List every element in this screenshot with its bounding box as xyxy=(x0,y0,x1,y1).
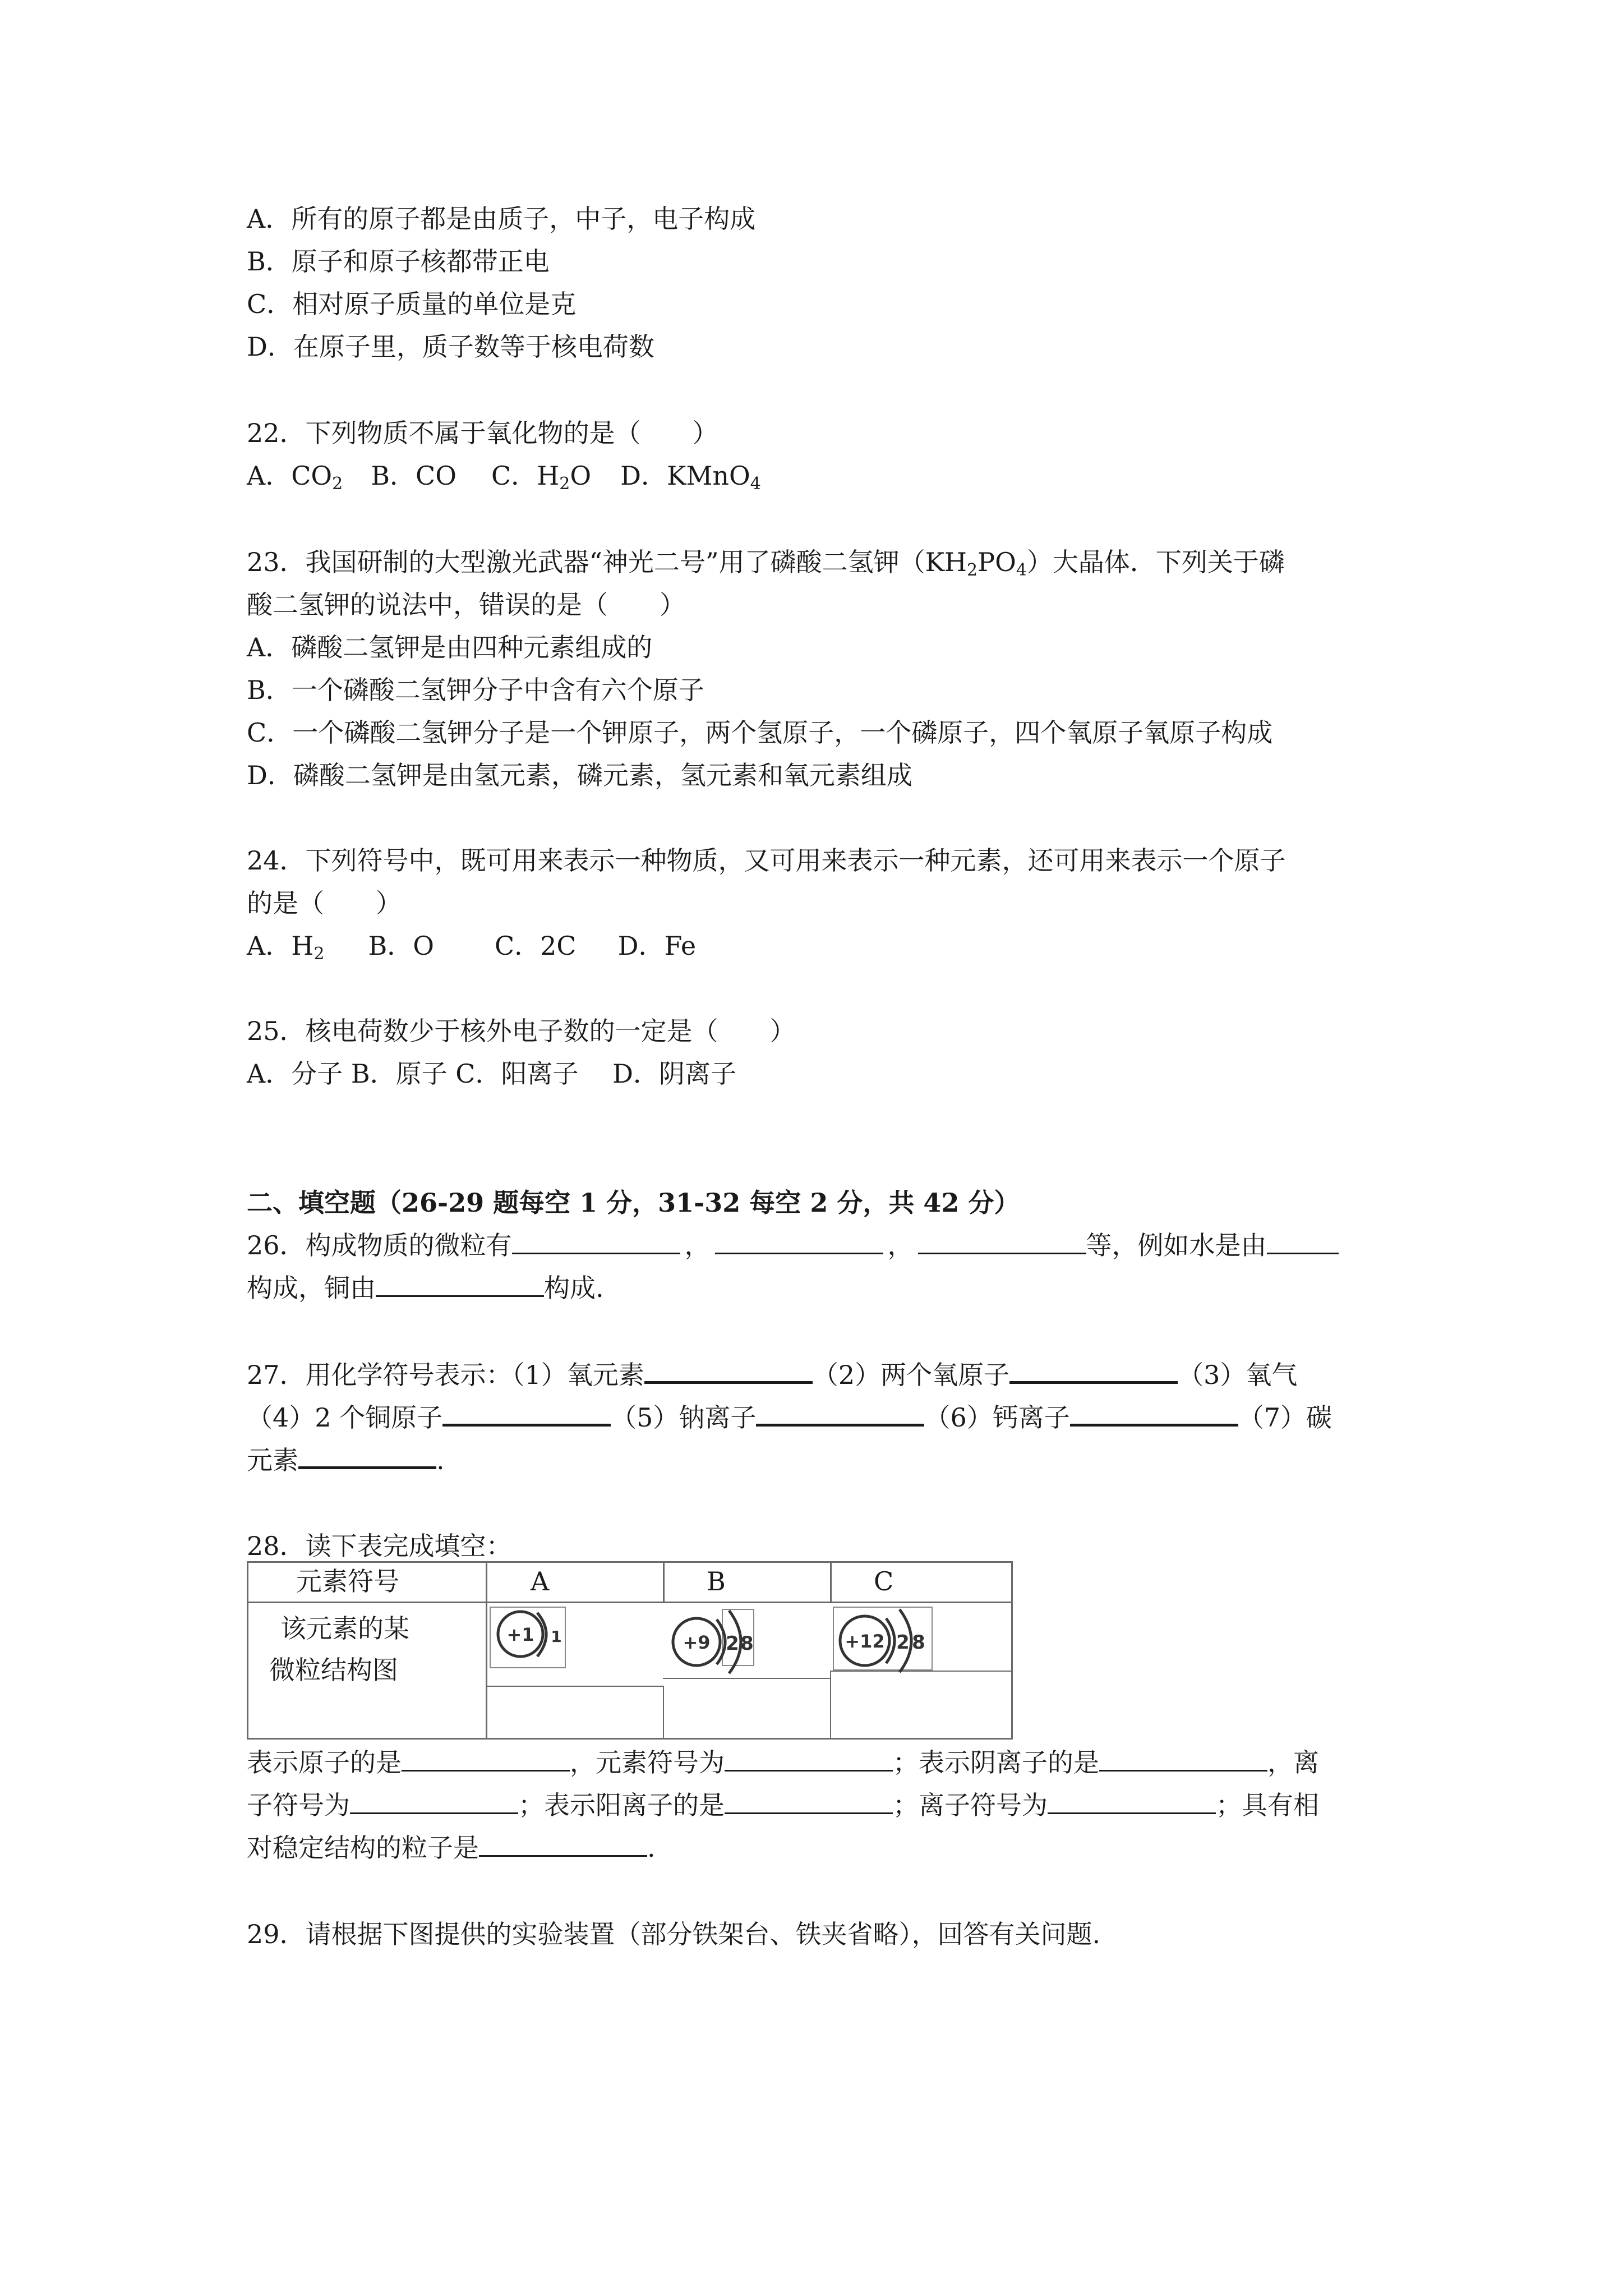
q21-option-b: B．原子和原子核都带正电 xyxy=(247,246,550,277)
q28-blank-3[interactable] xyxy=(1099,1746,1267,1772)
q23-option-a: A．磷酸二氢钾是由四种元素组成的 xyxy=(247,632,653,662)
section2-title: 二、填空题（26-29 题每空 1 分，31-32 每空 2 分，共 42 分） xyxy=(247,1188,1020,1218)
atom-c-shell-2: 8 xyxy=(912,1631,925,1654)
table-header-divider xyxy=(247,1602,1013,1603)
table-col-divider-2 xyxy=(663,1561,665,1603)
q26-line1: 26．构成物质的微粒有 ， ， 等，例如水是由 xyxy=(247,1228,1339,1262)
q22-option-a: A．$CO_2$ xyxy=(247,461,343,494)
q22-option-c: C．$H_2O$ xyxy=(491,461,592,494)
q23-option-d: D．磷酸二氢钾是由氢元素，磷元素，氢元素和氧元素组成 xyxy=(247,760,912,790)
q28-stem: 28．读下表完成填空： xyxy=(247,1531,512,1561)
q27-blank-5[interactable] xyxy=(756,1400,924,1427)
q24-option-b: B．O xyxy=(368,931,434,961)
q27-line3: 元素 . xyxy=(247,1443,445,1476)
atom-c-shell-1: 2 xyxy=(896,1631,910,1654)
atom-b-shell-1: 2 xyxy=(726,1632,739,1655)
q28-blank-5[interactable] xyxy=(725,1789,893,1814)
cell-a-bottom xyxy=(487,1686,663,1687)
table-border-top xyxy=(247,1561,1013,1563)
q27-line1: 27．用化学符号表示：（1）氧元素 （2）两个氧原子 （3）氧气 xyxy=(247,1358,1297,1391)
q27-blank-4[interactable] xyxy=(442,1400,611,1427)
table-col-a: A xyxy=(531,1566,550,1596)
table-header-label: 元素符号 xyxy=(296,1566,399,1596)
table-border-right xyxy=(1011,1561,1013,1740)
q23-option-b: B．一个磷酸二氢钾分子中含有六个原子 xyxy=(247,675,704,705)
atom-b-shell-2: 8 xyxy=(740,1632,754,1655)
q26-blank-1[interactable] xyxy=(512,1229,680,1254)
atom-b-structure-diagram xyxy=(664,1605,759,1677)
q24-option-a: A．$H_2$ xyxy=(247,931,325,964)
q23-stem-line2: 酸二氢钾的说法中，错误的是（ ） xyxy=(247,590,685,620)
q28-blank-2[interactable] xyxy=(725,1746,893,1772)
atom-a-structure-diagram xyxy=(488,1605,571,1671)
table-border-bottom xyxy=(247,1738,1013,1740)
q26-line2: 构成，铜由 构成. xyxy=(247,1273,604,1303)
q27-line2: （4）2 个铜原子 （5）钠离子 （6）钙离子 （7）碳 xyxy=(247,1400,1332,1434)
q22-stem: 22．下列物质不属于氧化物的是（ ） xyxy=(247,418,718,448)
atom-a-nucleus-charge: +1 xyxy=(506,1624,534,1645)
q24-option-d: D．Fe xyxy=(617,931,697,961)
q25-stem: 25．核电荷数少于核外电子数的一定是（ ） xyxy=(247,1016,796,1046)
table-row-label-2: 微粒结构图 xyxy=(269,1655,398,1685)
q27-blank-2[interactable] xyxy=(1009,1358,1178,1384)
table-col-divider-1 xyxy=(486,1561,487,1740)
q22-option-d: D．KMnO$_4$ xyxy=(620,461,761,494)
q24-stem-line2: 的是（ ） xyxy=(247,888,402,918)
q23-stem-line1: 23．我国研制的大型激光武器“神光二号”用了磷酸二氢钾$(KH_2PO_4)$大晶体．下列关于磷 xyxy=(247,547,1285,580)
q27-blank-7[interactable] xyxy=(298,1443,436,1469)
q28-line2: 子符号为 ；表示阳离子的是 ；离子符号为 ；具有相 xyxy=(247,1790,1319,1820)
q26-blank-3[interactable] xyxy=(918,1229,1086,1254)
q22-options xyxy=(247,459,761,493)
table-col-c: C xyxy=(874,1566,894,1596)
q21-option-a: A．所有的原子都是由质子，中子，电子构成 xyxy=(247,204,756,234)
q26-blank-2[interactable] xyxy=(715,1229,883,1254)
table-border-left xyxy=(247,1561,248,1740)
cell-b-right xyxy=(830,1671,831,1740)
cell-a-right xyxy=(663,1686,664,1740)
table-col-divider-3 xyxy=(830,1561,832,1603)
q25-options: A．分子 B．原子 C．阳离子 D．阴离子 xyxy=(247,1059,736,1089)
q27-blank-6[interactable] xyxy=(1070,1400,1238,1427)
atom-b-nucleus-charge: +9 xyxy=(683,1632,711,1653)
table-row-label-1: 该元素的某 xyxy=(280,1613,409,1644)
q28-blank-7[interactable] xyxy=(479,1832,647,1857)
q26-blank-5[interactable] xyxy=(376,1272,544,1297)
table-col-b: B xyxy=(707,1566,726,1596)
q29-stem: 29．请根据下图提供的实验装置（部分铁架台、铁夹省略），回答有关问题. xyxy=(247,1919,1101,1949)
atom-c-nucleus-charge: +12 xyxy=(845,1631,885,1652)
q23-option-c: C．一个磷酸二氢钾分子是一个钾原子，两个氢原子，一个磷原子，四个氧原子氧原子构成 xyxy=(247,717,1273,748)
q28-blank-1[interactable] xyxy=(402,1746,570,1772)
q22-option-b: B．CO xyxy=(371,461,457,491)
q21-option-d: D．在原子里，质子数等于核电荷数 xyxy=(247,332,654,362)
q28-blank-6[interactable] xyxy=(1048,1789,1216,1814)
q28-line3: 对稳定结构的粒子是 . xyxy=(247,1833,656,1863)
atom-c-structure-diagram xyxy=(831,1605,935,1673)
q28-blank-4[interactable] xyxy=(350,1789,518,1814)
q21-option-c: C．相对原子质量的单位是克 xyxy=(247,289,577,319)
q28-line1: 表示原子的是 ，元素符号为 ；表示阴离子的是 ，离 xyxy=(247,1747,1319,1778)
q24-stem-line1: 24．下列符号中，既可用来表示一种物质，又可用来表示一种元素，还可用来表示一个原子 xyxy=(247,845,1286,876)
cell-b-bottom xyxy=(663,1678,830,1679)
q24-options xyxy=(247,929,696,963)
q24-option-c: C．2C xyxy=(494,931,577,961)
q27-blank-1[interactable] xyxy=(644,1358,813,1384)
atom-a-shell-1: 1 xyxy=(551,1627,562,1646)
q28-table xyxy=(247,1561,1013,1740)
q26-blank-4[interactable] xyxy=(1267,1229,1339,1254)
